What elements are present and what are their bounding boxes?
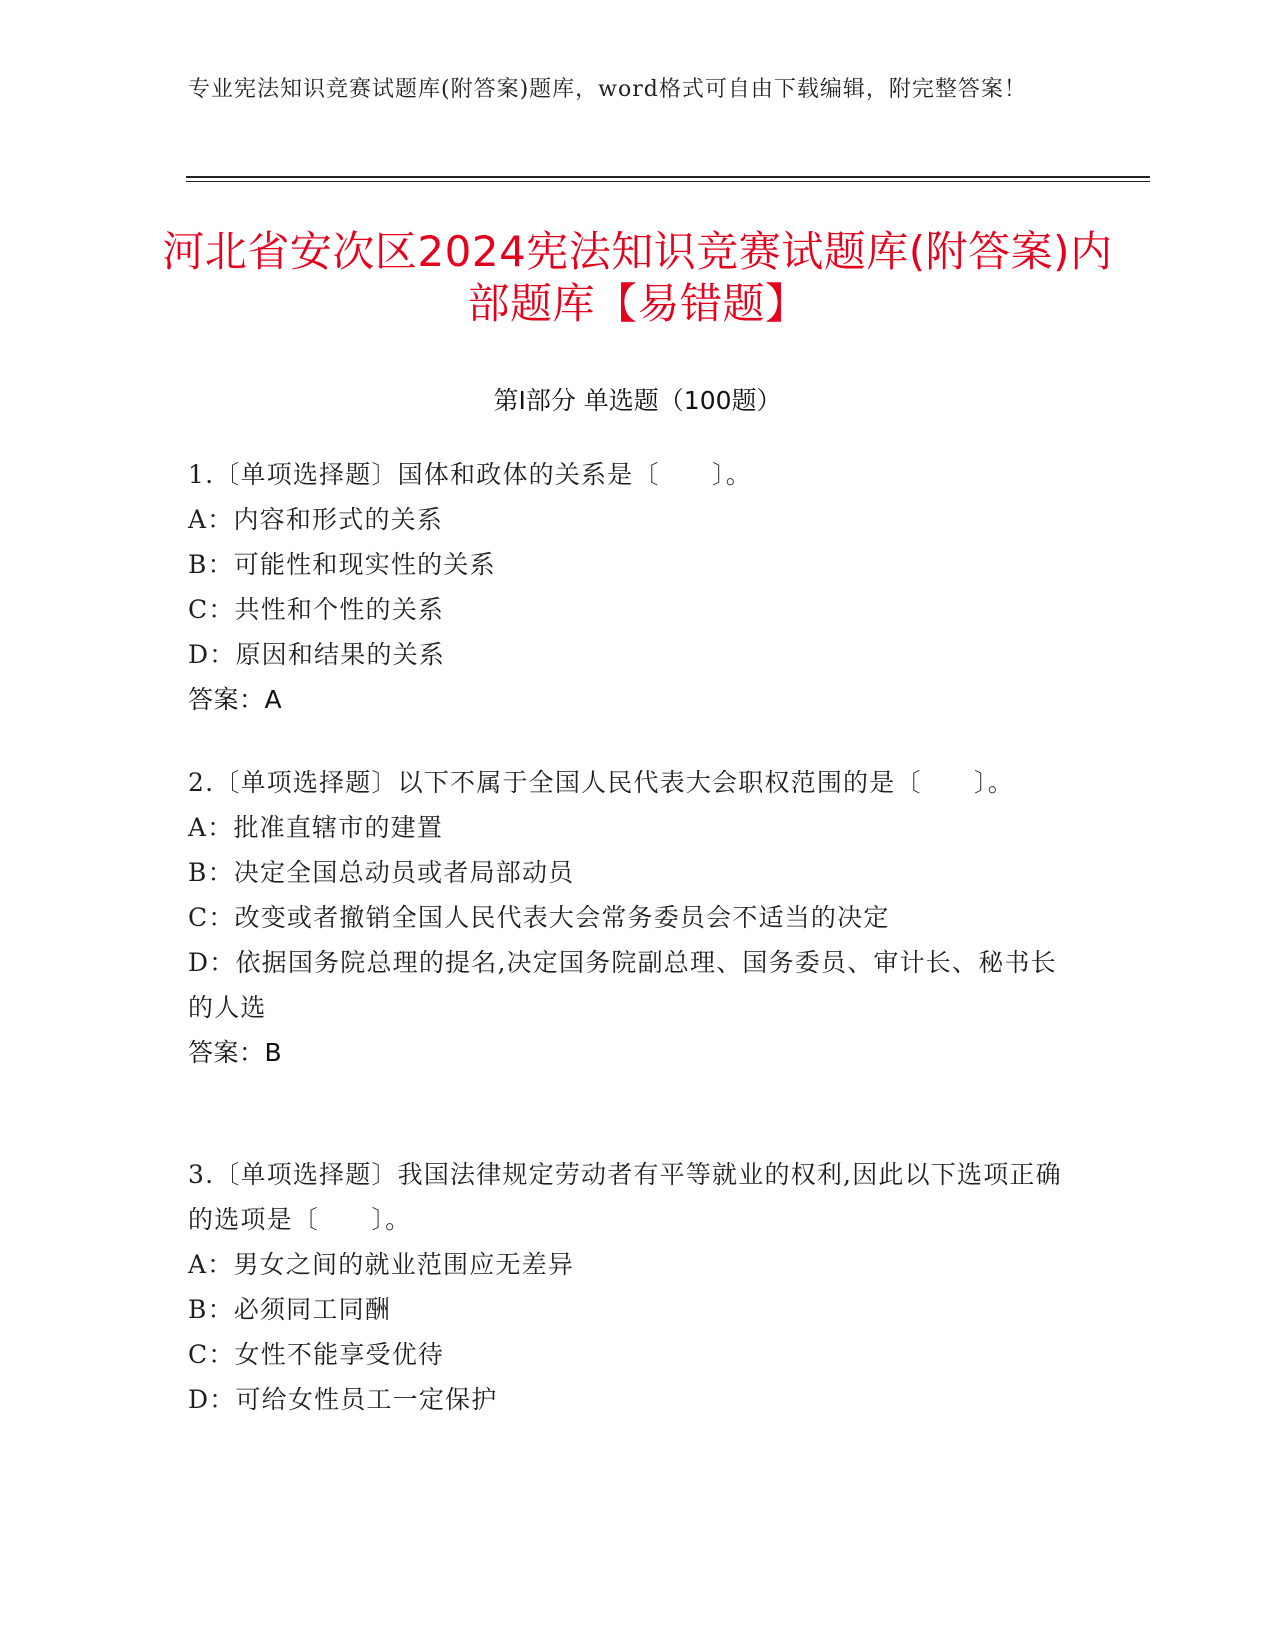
question-2	[188, 760, 1068, 1075]
header-note: 专业宪法知识竞赛试题库(附答案)题库，word格式可自由下载编辑，附完整答案！	[188, 77, 1027, 102]
option-a: A：内容和形式的关系	[188, 505, 444, 534]
option-d: D：依据国务院总理的提名,决定国务院副总理、国务委员、审计长、秘书长的人选	[188, 948, 1057, 1022]
header-divider	[186, 176, 1150, 178]
question-stem: 1.〔单项选择题〕国体和政体的关系是〔 〕。	[188, 460, 752, 489]
option-b: B：可能性和现实性的关系	[188, 550, 496, 579]
option-d: D：可给女性员工一定保护	[188, 1385, 498, 1414]
option-a: A：批准直辖市的建置	[188, 813, 444, 842]
question-stem: 2.〔单项选择题〕以下不属于全国人民代表大会职权范围的是〔 〕。	[188, 768, 1014, 797]
question-3	[188, 1152, 1068, 1422]
question-stem: 3.〔单项选择题〕我国法律规定劳动者有平等就业的权利,因此以下选项正确的选项是〔 〕。	[188, 1160, 1062, 1234]
document-title: 河北省安次区2024宪法知识竞赛试题库(附答案)内部题库【易错题】	[162, 227, 1113, 328]
option-c: C：改变或者撤销全国人民代表大会常务委员会不适当的决定	[188, 903, 890, 932]
option-c: C：共性和个性的关系	[188, 595, 445, 624]
option-b: B：决定全国总动员或者局部动员	[188, 858, 575, 887]
header-divider-thin	[186, 181, 1150, 182]
option-d: D：原因和结果的关系	[188, 640, 446, 669]
option-a: A：男女之间的就业范围应无差异	[188, 1250, 575, 1279]
option-c: C：女性不能享受优待	[188, 1340, 445, 1369]
section-title: 第Ⅰ部分 单选题（100题）	[493, 386, 782, 415]
answer-label: 答案：B	[188, 1038, 283, 1067]
option-b: B：必须同工同酬	[188, 1295, 391, 1324]
answer-label: 答案：A	[188, 685, 283, 714]
question-1	[188, 452, 1068, 722]
